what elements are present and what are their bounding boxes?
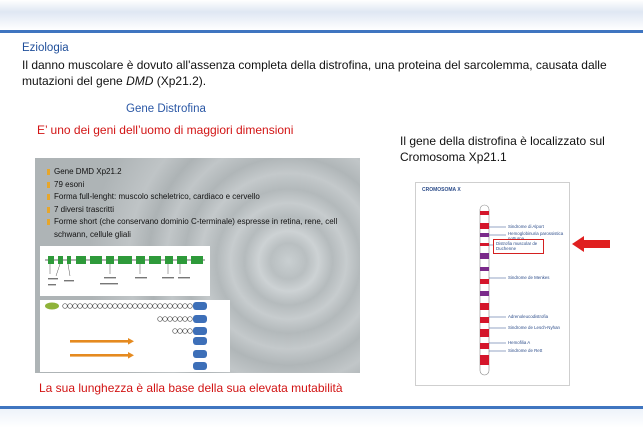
gene-exon-map: [40, 246, 210, 296]
syndrome-label: Hemofilia A: [508, 340, 531, 345]
top-band: [0, 0, 643, 30]
syndrome-label: Adrenoleucodistrofia: [508, 314, 549, 319]
gene-title: Gene Distrofina: [126, 103, 206, 115]
intro-text-1: Il danno muscolare è dovuto all'assenza completa della distrofina, una proteina del sarcolemma, causata dalle mutazioni del gene: [22, 58, 607, 88]
size-statement: E’ uno dei geni dell’uomo di maggiori dimensioni: [37, 123, 294, 137]
intro-gene-name: DMD: [126, 74, 154, 88]
syndrome-label: Sindrome de Lesch-Nyhan: [508, 325, 560, 330]
section-title: Eziologia: [22, 42, 69, 54]
isoform-diagram: [40, 300, 230, 372]
bullet-item: Forma full-lenght: muscolo scheletrico, cardiaco e cervello: [47, 191, 352, 204]
syndrome-label: Sindrome de Menkes: [508, 275, 550, 280]
syndrome-label: Sindrome di Alport: [508, 224, 544, 229]
bottom-band: [0, 409, 643, 428]
chromosome-ideogram: [416, 183, 569, 385]
intro-text-2: (Xp21.2).: [156, 74, 207, 88]
intro-paragraph: [22, 57, 622, 89]
top-divider: [0, 30, 643, 33]
left-arrow-icon: [572, 236, 610, 252]
mutability-statement: La sua lunghezza è alla base della sua elevata mutabilità: [39, 381, 343, 395]
syndrome-label: Sindrome de Rett: [508, 348, 543, 353]
gene-bullet-list: [47, 166, 352, 242]
bullet-item: Gene DMD Xp21.2: [47, 166, 352, 179]
syndrome-label: Hemoglobinuria parossistica notturna: [508, 231, 564, 241]
bullet-item: Forme short (che conservano dominio C-terminale) espresse in retina, rene, cell schwann, cellule gliali: [47, 216, 352, 241]
gene-figure-panel: [35, 158, 360, 373]
location-statement: Il gene della distrofina è localizzato sul Cromosoma Xp21.1: [400, 134, 605, 164]
chromosome-x-figure: [415, 182, 570, 386]
bullet-item: 79 esoni: [47, 179, 352, 192]
syndrome-label: Distrofia muscolar de Duchenne: [496, 241, 538, 251]
chromosome-header: CROMOSOMA X: [422, 187, 461, 193]
bullet-item: 7 diversi trascritti: [47, 204, 352, 217]
